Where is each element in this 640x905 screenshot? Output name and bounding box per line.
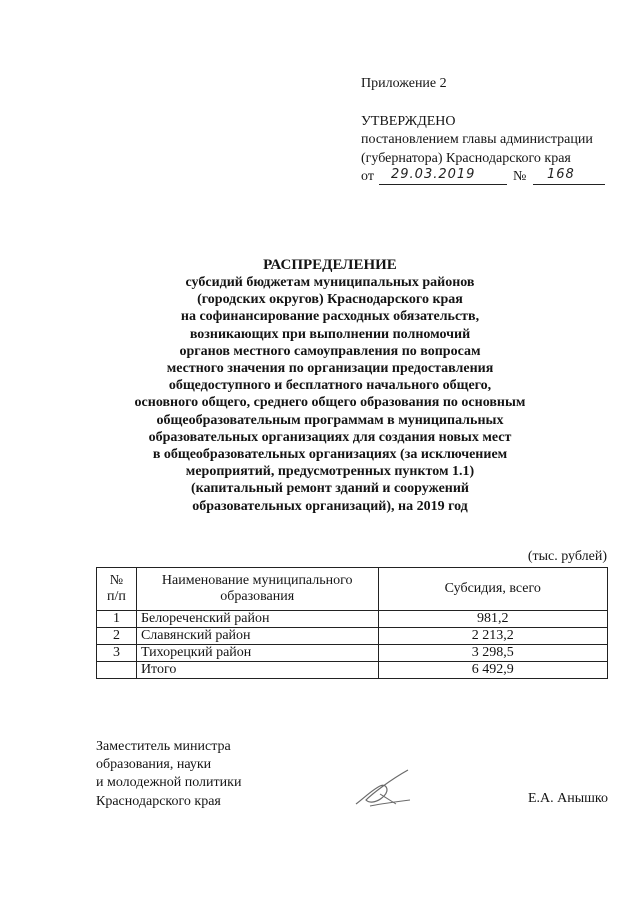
table-total-row xyxy=(97,662,608,679)
document-title xyxy=(100,256,560,515)
signer-line: и молодежной политики xyxy=(96,775,242,791)
approval-line-2: (губернатора) Краснодарского края xyxy=(361,150,571,166)
signer-line: Заместитель министра xyxy=(96,739,231,754)
title-line: образовательных организациях для создания новых мест xyxy=(148,429,512,445)
signer-block xyxy=(96,738,356,811)
title-line: местного значения по организации предоставления xyxy=(166,361,494,377)
table-row xyxy=(97,611,608,628)
header-number-line-2: п/п xyxy=(107,589,126,604)
header-subsidy: Субсидия, всего xyxy=(378,568,608,611)
total-name: Итого xyxy=(136,662,378,679)
date-number-line xyxy=(361,168,621,188)
signer-line: образования, науки xyxy=(96,757,212,773)
spacer xyxy=(361,94,621,113)
title-line: мероприятий, предусмотренных пунктом 1.1) xyxy=(185,464,475,480)
appendix-label: Приложение 2 xyxy=(361,76,447,91)
row-number: 3 xyxy=(97,645,137,662)
title-line: (капитальный ремонт зданий и сооружений xyxy=(191,481,469,497)
signer-name: Е.А. Анышко xyxy=(527,791,608,806)
signature-icon xyxy=(350,764,420,812)
from-label: от xyxy=(361,169,374,184)
title-line: общедоступного и бесплатного начального общего, xyxy=(168,378,492,394)
handwritten-number: 168 xyxy=(547,167,575,182)
handwritten-date: 29.03.2019 xyxy=(391,167,476,182)
title-heading: РАСПРЕДЕЛЕНИЕ xyxy=(263,257,397,273)
approved-label: УТВЕРЖДЕНО xyxy=(361,113,456,129)
signer-line: Краснодарского края xyxy=(96,793,221,809)
table-row xyxy=(97,645,608,662)
row-number: 1 xyxy=(97,611,137,628)
table-header-row xyxy=(97,568,608,611)
header-name-line-1: Наименование муниципального xyxy=(161,573,353,588)
row-number: 2 xyxy=(97,628,137,645)
header-name-line-2: образования xyxy=(220,589,295,604)
header-number xyxy=(97,568,137,611)
number-label: № xyxy=(513,169,527,184)
approval-block xyxy=(361,75,621,188)
title-line: в общеобразовательных организациях (за исключением xyxy=(152,447,508,463)
subsidy-table xyxy=(96,567,608,679)
table-row xyxy=(97,628,608,645)
title-line: возникающих при выполнении полномочий xyxy=(189,326,471,342)
header-name xyxy=(136,568,378,611)
title-line: органов местного самоуправления по вопросам xyxy=(179,343,481,359)
row-name: Славянский район xyxy=(136,628,378,645)
title-line: (городских округов) Краснодарского края xyxy=(197,292,463,308)
total-number xyxy=(97,662,137,679)
row-value: 2 213,2 xyxy=(378,628,608,645)
title-line: образовательных организаций), на 2019 год xyxy=(192,498,468,514)
row-value: 981,2 xyxy=(378,611,608,628)
title-line: общеобразовательным программам в муниципальных xyxy=(156,412,504,428)
title-line: субсидий бюджетам муниципальных районов xyxy=(185,275,475,290)
title-line: на софинансирование расходных обязательств, xyxy=(180,309,480,325)
title-line: основного общего, среднего общего образования по основным xyxy=(134,395,526,411)
units-label: (тыс. рублей) xyxy=(527,549,607,564)
row-name: Белореченский район xyxy=(136,611,378,628)
row-value: 3 298,5 xyxy=(378,645,608,662)
approval-line-1: постановлением главы администрации xyxy=(361,132,593,147)
total-value: 6 492,9 xyxy=(378,662,608,679)
header-number-line-1: № xyxy=(109,573,124,588)
row-name: Тихорецкий район xyxy=(136,645,378,662)
